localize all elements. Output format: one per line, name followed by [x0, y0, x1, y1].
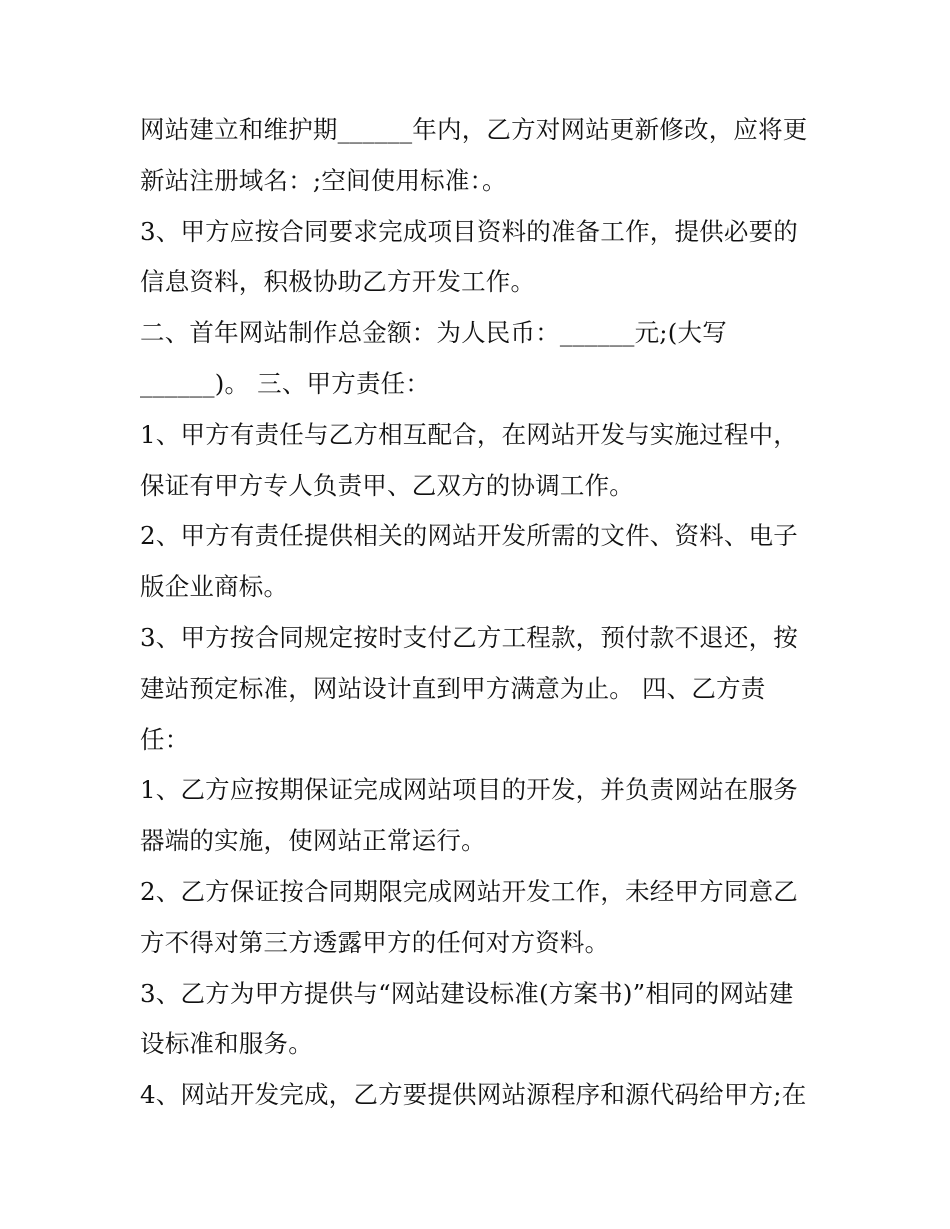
- document-body: [140, 112, 840, 1128]
- text-line: 二、首年网站制作总金额：为人民币：______元;(大写: [140, 318, 727, 348]
- text-line: 网站建立和维护期______年内，乙方对网站更新修改，应将更: [140, 115, 808, 144]
- text-line: 器端的实施，使网站正常运行。: [140, 826, 486, 856]
- text-line: 2、甲方有责任提供相关的网站开发所需的文件、资料、电子: [140, 521, 798, 551]
- text-line: 2、乙方保证按合同期限完成网站开发工作，未经甲方同意乙: [140, 876, 798, 906]
- text-line: 1、甲方有责任与乙方相互配合，在网站开发与实施过程中，: [140, 419, 798, 449]
- text-line: 3、甲方应按合同要求完成项目资料的准备工作，提供必要的: [140, 216, 798, 246]
- text-line: 任：: [140, 724, 190, 754]
- text-line: 3、甲方按合同规定按时支付乙方工程款，预付款不退还，按: [140, 622, 798, 652]
- text-line: ______)。 三、甲方责任：: [140, 368, 431, 398]
- text-line: 1、乙方应按期保证完成网站项目的开发，并负责网站在服务: [140, 775, 798, 805]
- text-line: 信息资料，积极协助乙方开发工作。: [140, 267, 536, 297]
- text-line: 3、乙方为甲方提供与“网站建设标准(方案书)”相同的网站建: [140, 978, 794, 1008]
- text-line: 建站预定标准，网站设计直到甲方满意为止。 四、乙方责: [140, 673, 766, 703]
- text-line: 新站注册域名：;空间使用标准：。: [140, 165, 507, 195]
- text-line: 版企业商标。: [140, 572, 289, 602]
- text-line: 4、网站开发完成，乙方要提供网站源程序和源代码给甲方;在: [140, 1080, 807, 1110]
- text-line: 保证有甲方专人负责甲、乙双方的协调工作。: [140, 470, 634, 500]
- text-line: 设标准和服务。: [140, 1029, 313, 1059]
- text-line: 方不得对第三方透露甲方的任何对方资料。: [140, 927, 610, 957]
